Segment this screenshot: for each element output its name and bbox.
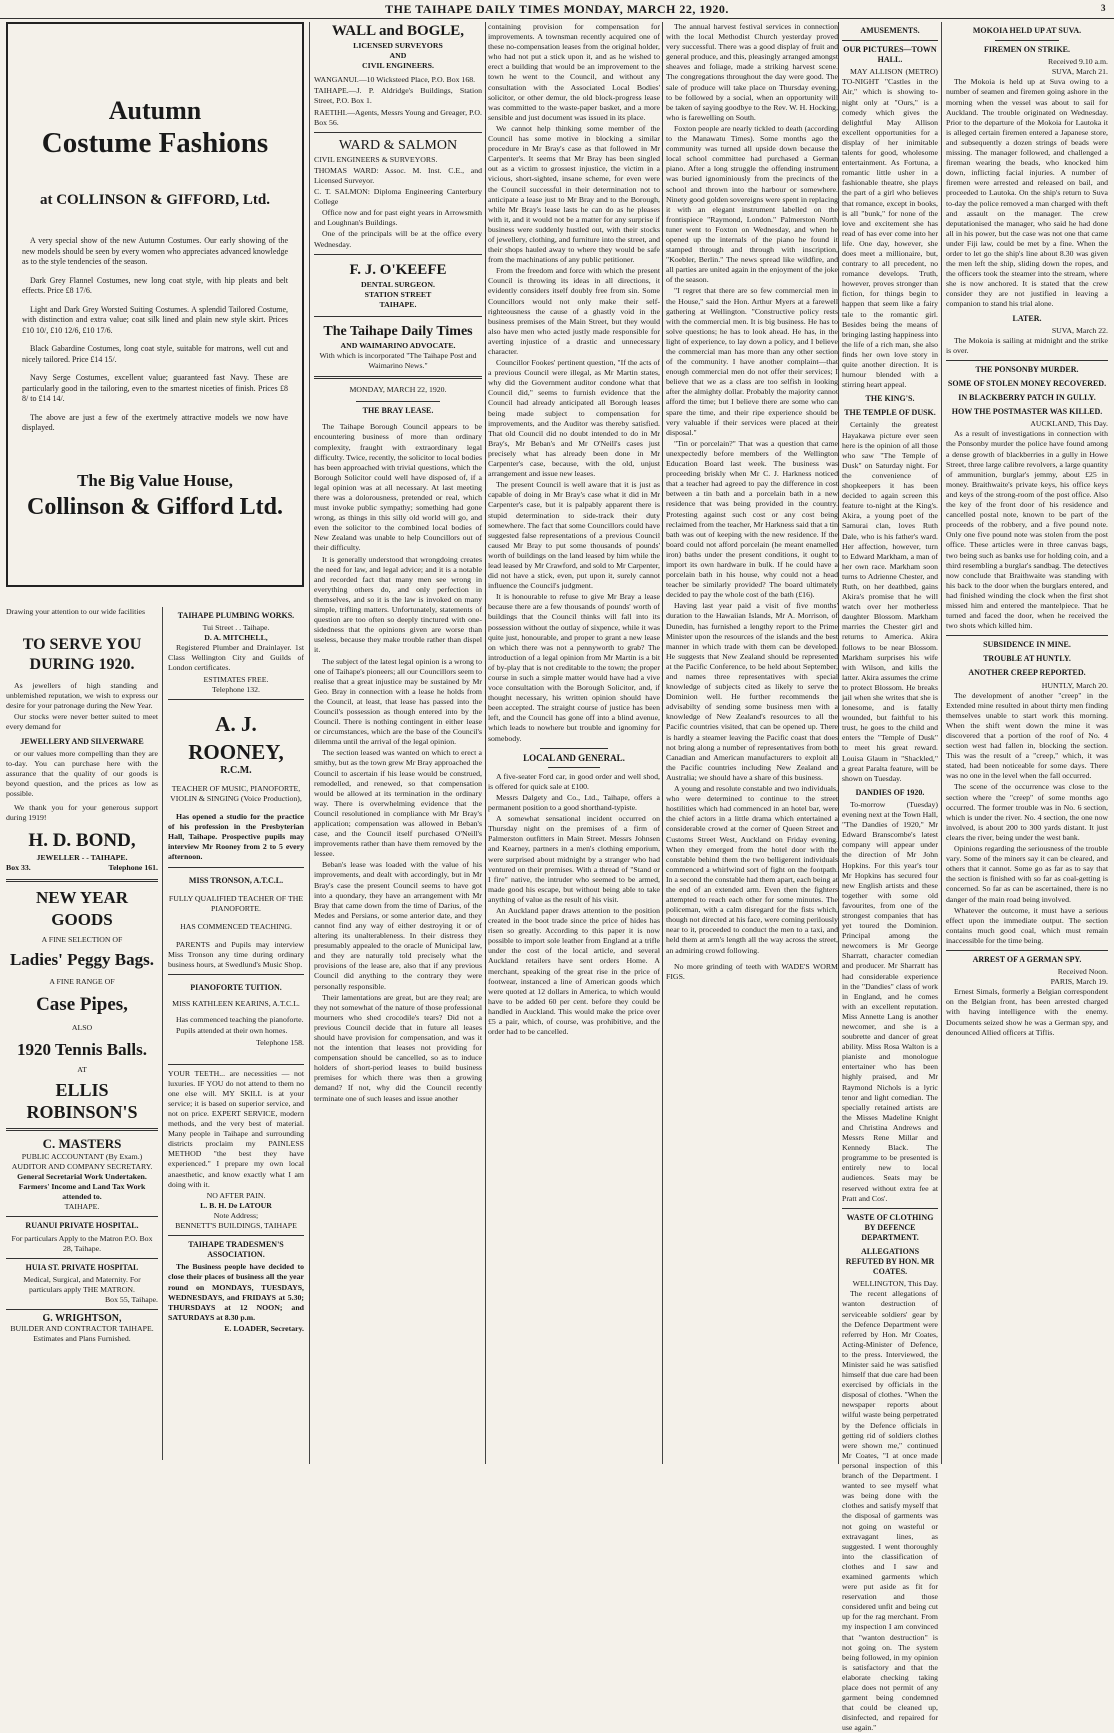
bond-p3: or our values more compelling than they are to-day. You can purchase here with the assurance that the quality of our goods is beyond question, and the prices as low as possible. [6, 748, 158, 799]
plumb-l2: Registered Plumber and Drainlayer. 1st Class Wellington City and Guilds of London certificates. [168, 643, 304, 673]
column-rule [485, 22, 486, 1464]
ward-h: WARD & SALMON [338, 137, 458, 153]
bond-p1: As jewellers of high standing and unblemished reputation, we wish to express our desire for your patronage during the New Year. [6, 681, 158, 711]
ward-l4: Office now and for past eight years in Arrowsmith and Loughnan's Buildings. [314, 208, 482, 228]
local-general-title: LOCAL AND GENERAL. [523, 752, 625, 763]
huia-l2: Box 55, Taihape. [104, 1295, 158, 1304]
wall-h: WALL and BOGLE, [331, 23, 465, 39]
trades-sig: E. LOADER, Secretary. [224, 1323, 304, 1333]
dandies-p: To-morrow (Tuesday) evening next at the Town Hall, "The Dandies of 1920," Mr Edward Branscombe's latest company will appear under the direction of Mr John Hopkins. For this year's tour Mr Hopkins has secured four new English artists and these together with some old favourites, from one of the strongest companies that has yet toured the Dominion. Principal among the newcomers is Mr George Sharratt, character comedian and producer. Mr Sharratt has had considerable experience in the "Dandies" class of work in England, and he comes with an excellent reputation. Miss Annette Lang is another newcomer, and she is a soubrette and dancer of great ability. Miss Rosa Walton is a pianiste and monologue entertainer who has been highly praised, and Mr Raymond Nichols is a lyric tenor and light comedian. The specially retained artists are the Misses Madeline Knight and Christina Andrews and Messrs Rene Millar and Kennedy Black. The programme to be presented is entirely new to local audiences. Seats may be reserved without extra fee at Pratt and Cos'. [842, 799, 938, 1203]
column-3 [488, 22, 660, 1464]
ellis-l2: A FINE RANGE OF [49, 976, 115, 986]
ellis-l4: AT [77, 1064, 87, 1074]
plumb-name: D. A. MITCHELL, [204, 633, 268, 643]
tronson-l2: HAS COMMENCED TEACHING. [180, 921, 292, 931]
plumb-h: TAIHAPE PLUMBING WORKS. [177, 611, 295, 620]
bond-p2: Our stocks were never better suited to meet every demand for [6, 712, 158, 732]
dandies-title: DANDIES OF 1920. [855, 787, 925, 797]
bray-cont-p: We cannot help thinking some member of the Council has some motive in blocking a similar procedure in Mr Bray's case as that followed in Mr Carpenter's. It seems that Mr Bray has been singled out as a victim to grossest injustice, the victim in a vicious, short-sighted, insane scheme, for even were the Council successful in their determination not to anticipate a lease just to Mr Bray and to the Borough, while Mr Bray's lease lasts he can do as he pleases with it, and it would not be a matter for any surprise if business were suddenly hustled out, with their stocks of jewellery, clothing, and furniture into the street, and their shops hauled away to where they would be safe from the machinations of any public petitioner. [488, 123, 660, 265]
trades-h: TAIHAPE TRADESMEN'S ASSOCIATION. [188, 1240, 284, 1260]
news-p: Having last year paid a visit of five months' duration to the Hawaiian Islands, Mr A. Morrison, of Dunedin, has furnished a lengthy report to the Prime Minister upon the resources of the islands and the best manner in which trade with them can be developed. He suggests that New Zealand should be represented at the Pacific Conference, to be held about September, and names three representatives with special knowledge of subjects cited as likely to serve the Dominion well. He further recommends the advisabilty of sending some business men with a knowledge of New Zealand's resources to all the Pacific countries visited, that can be opened up. There is hardly a steamer leaving the Pacific coast that does not bring along a number of representatives from both Canadian and American manufacturers to exploit all the Pacific countries including New Zealand and Australia; we should have a share of this business. [666, 601, 838, 782]
ellis-h1: NEW YEAR GOODS [35, 887, 129, 929]
ellis-h2: Ladies' Peggy Bags. [9, 949, 155, 969]
column-4 [666, 22, 838, 1464]
ponsonby-title: THE PONSONBY MURDER. [975, 364, 1079, 374]
masters-l2: General Secretarial Work Undertaken. Farmers' Income and Land Tax Work attended to. [17, 1172, 147, 1202]
teeth-l3: BENNETT'S BUILDINGS, TAIHAPE [175, 1221, 297, 1231]
bray-cont-p: containing provision for compensation for improvements. A townsman recently acquired one of these no-compensation leases from the original holder, who had not put a stick upon it, and as he wished to erect a building that would be an improvement to the town he went to the Council, and without any consultation with the Associated Local Bodies' solicitor, or other demur, the old block-progress lease was committed to the waste-paper basket, and a more sensible and just document was issued in its place. [488, 22, 660, 122]
bond-sub: JEWELLER - - TAIHAPE. [36, 853, 128, 863]
teeth-l2: Note Address; [213, 1210, 259, 1220]
bray-p: The Taihape Borough Council appears to be encountering business of more than ordinary complexity, fraught with extraordinary legal difficulty. Twice, recently, the solicitor to local bodies has been approached with trivial questions, which the Borough Solicitor could well have disposed of, if a legal opinion was at all necessary. At last meeting there was a dolorousness, pretended or real, which must invoke public sympathy; something had gone wrong, as things in this silly old world will go, and even the solicitor to the combined local bodies of New Zealand was unable to help Councillors out of their difficulty. [314, 422, 482, 553]
kearins-tel: Telephone 158. [256, 1037, 304, 1047]
bray-cont-p: From the freedom and force with which the present Council is throwing its ideas in all directions, it evidently considers itself doubly free from sin. Some Councillors would not only make their self-righteousness the cause of a ghastly void in the business premises of the Main Street, but they would also have men who acted justly made responsible for averting injustice of a drastic and unnecessary character. [488, 266, 660, 356]
kearins-l2: Pupils attended at their own homes. [176, 1026, 288, 1036]
bray-p: Their lamentations are great, but are they real; are they not somewhat of the nature of those professional mourners who shed crocodile's tears? Did not a previous Council decide that in future all leases should have provision for compensation, and was it not the intention that leases not providing for compensation should be cancelled, so as to induce holders of short-period leases to build business premises for which there was then a growing demand? If not, why did the Council recently terminate one of such leases and issue another [314, 992, 482, 1103]
bond-intro: Drawing your attention to our wide facilities [6, 607, 146, 616]
subsidence-dateline: HUNTLY, March 20. [1041, 680, 1108, 690]
ponsonby-p: As a result of investigations in connection with the Ponsonby murder the police have found among a dense growth of blackberries in a gully in Howe Street, three large calibre revolvers, a large quantity of ammunition, burglar's jemmy, about £25 in money. Braithwaite's private keys, his office keys and keys of the strong-room of the post office. Also the key of the front door of his residence and cancelled postal note, known to be part of the proceeds of the robbery, and a five pound note. Only one five pound note was stolen from the post office. These articles were in three canvas bags, two being such as banks use for holding coin, and a third resembling a burglar's sandbag. The detectives now conclude that Braithwaite was standing with his back to the door when the burglars entered, and had finished winding the clock when the first shot missed him and entered the mantelpiece. That he turned and faced the door, when he received the two shots which killed him. [946, 429, 1108, 631]
trades-p: The Business people have decided to close their places of business all the year round on MONDAYS, TUESDAYS, WEDNESDAYS, and FRIDAYS at 5.30; THURSDAYS at 12 NOON; and SATURDAYS at 8.30 p.m. [168, 1262, 304, 1322]
subsidence-p: The development of another "creep" in the Extended mine resulted in about thirty men finding themselves unable to start work this morning. When the shift went down the mine it was discovered that a portion of the roof of No. 4 section west had fallen in, blocking the section. This was the result of a "creep," which, it was stated, had been noticeable for some days. There was no one in the level when the fall occurred. [946, 690, 1108, 781]
paper-l2: With which is incorporated "The Taihape Post and Waimarino News." [319, 350, 477, 371]
bray-p: The section leased was wanted on which to erect a smithy, but as the town grew Mr Bray approached the Council to ascertain if his lease would be construed, remodelled, and renewed, so that compensation would be allowed at its termination in the ordinary way. There is overwhelming evidence that the Council resolutioned in compliance with Mr Bray's application; compensation was allowed in Beban's case, and the Council itself purchased O'Neill's improvements rather than have them removed by the lessee. [314, 748, 482, 859]
ellis-h4: 1920 Tennis Balls. [17, 1039, 147, 1059]
ad-fashions-p5: Navy Serge Costumes, excellent value; guaranteed fast Navy. These are particularly good in the tailoring, even to the smartest niceties of finish. Prices £8 8/ to £14 14/. [22, 373, 288, 403]
masters-l1: PUBLIC ACCOUNTANT (By Exam.) AUDITOR AND COMPANY SECRETARY. [11, 1151, 153, 1171]
ward-l1: CIVIL ENGINEERS & SURVEYORS. [314, 154, 438, 164]
page-number: 3 [1101, 3, 1106, 13]
ad-fashions-h1: Autumn [108, 96, 202, 125]
column-rule [309, 22, 310, 1464]
wrightson-l1: BUILDER AND CONTRACTOR TAIHAPE. [10, 1324, 154, 1334]
mokoia-sub: FIREMEN ON STRIKE. [983, 45, 1070, 55]
wall-l1: LICENSED SURVEYORS [353, 41, 443, 50]
ponsonby-sub3: HOW THE POSTMASTER WAS KILLED. [951, 407, 1103, 417]
wall-l2: AND [389, 51, 407, 61]
bray-cont-p: Councillor Fookes' pertinent question, "If the acts of a previous Council were illegal, as Mr Martin states, why did the Government auditor condone what that Council did," seems to furnish evidence that the Council had already anticipated all Borough leases being made subject to compensation for improvements, and the Auditor was thereby satisfied. That old Council did no doubt intended to do in Mr Bray's, Mr Beban's and Mr O'Neill's cases just precisely what has already been done in Mr Carpenter's case, because, with the old, unjust arrangement and issue new leases. [488, 358, 660, 479]
local-p: An Auckland paper draws attention to the position created in the boot trade since the price of hides has risen so greatly. According to this paper it is now possible to import sole leather from England at a trifle under the cost of the local article, and several Auckland retailers have sent orders Home. A merchant, speaking of the great rise in the price of footwear, instanced a line of American goods which were quoted at 12 dollars in America, to which would have to be added 60 per cent. before they could be handled in Auckland. This would make the price over £5 a pair, which, of course, was prohibitive, and the order had to be cancelled. [488, 905, 660, 1037]
news-p: A young and resolute constable and two individuals, who were determined to continue to the street hostilities which had commenced in an hotel bar, were the chief actors in a little drama which entertained a considerable crowd at the corner of Queen Street and Customs Street West, Auckland on Friday evening. When they emerged from the hotel door with the constable behind them the two belligerent individuals commenced a whirlwind sort of fight on the footpath. In a second the constable had them apart, each being at the end of an extended arm. Even then the fighters attempted to reach each other for some minutes. The policeman, with a calm disregard for the fists which, though not directed at his face, were coming perilously near to it, proceeded to conduct the men to a taxi, and held them at arm's length all the way across the street, an admiring crowd following. [666, 784, 838, 955]
masthead-title: THE TAIHAPE DAILY TIMES MONDAY, MARCH 22, 1920. [385, 2, 729, 16]
spy-dateline: PARIS, March 19. [1050, 977, 1108, 987]
wall-l5: TAIHAPE.—J. P. Aldridge's Buildings, Station Street, P.O. Box 1. [314, 86, 482, 106]
wall-l6: RAETIHI.—Agents, Messrs Young and Greager, P.O. Box 56. [314, 107, 482, 127]
news-p: The annual harvest festival services in connection with the local Methodist Church yesterday proved very successful. There was a good display of fruit and general produce, and this, pleasingly arranged amongst sheaves and foliage, made a striking harvest scene. The congregations throughout the day were good. The sale of produce will take place on Thursday evening, to be followed by a social, when an opportunity will be taken of saying goodbye to the Rev. W. H. Hocking, who is farewelling on South. [666, 22, 838, 122]
ad-fashions-f1: The Big Value House, [77, 470, 233, 490]
ad-fashions-p6: The above are just a few of the exertmely attractive models we now have displayed. [22, 412, 288, 432]
bray-p: The subject of the latest legal opinion is a wrong to one of Taihape's pioneers; all our Councillors seem to realise that a great injustice may be sustained by Mr Geo. Bray in connection with a lease he holds from the Council, at least, that lease has passed into the Council's possession as though entered into by the Council. There is nothing contingent in either lease or circumstances, which are the base of the Council's dilemma until the arrival of the legal opinion. [314, 656, 482, 747]
ad-fashions-p3: Light and Dark Grey Worsted Suiting Costumes. A splendid Tailored Costume, with distinction and extra value; coat silk lined and plain new style skirt. Prices £10 10/, £10 12/6, £10 17/6. [22, 304, 288, 335]
ad-fashions-f2: Collinson & Gifford Ltd. [26, 493, 284, 520]
later-dateline: SUVA, March 22. [1051, 325, 1108, 335]
bray-cont-p: It is honourable to refuse to give Mr Bray a lease because there are a few thousands of pounds' worth of buildings that the Council thinks will fall into its possession without the outlay of sixpence, while it was quite just, honourable, and proper to grant a new lease on which there was not a pennyworth to grab? The introduction of a legal opinion from Mr Martin is a bit of by-play that is not creditable to the town; the proper course in such a simple matter would have had a vive voce consultation with the Borough Solicitor, and, if thought necessary, his written opinion should have been accepted. The straight course of justice has been left, and the Council has gone off into a blind avenue, which leads to nowhere but trouble and ignominy for somebody. [488, 592, 660, 743]
later-p: The Mokoia is sailing at midnight and the strike is over. [946, 335, 1108, 355]
bond-h1: TO SERVE YOU [22, 636, 142, 654]
bond-box: Box 33. [6, 863, 31, 873]
bray-p: It is generally understood that wrongdoing creates the need for law, and legal advice; and it is a notable and recorded fact that many men see wrong in everything others do, and only perfection in themselves, and so it is the law is invoked on many simple, trifling matters. Unfortunately, statements of question are too often so deeply tinctured with one-sidedness that the opinions given are worse than useless, because they make trouble rather than dispel it. [314, 554, 482, 655]
ruanui-l1: For particulars Apply to the Matron P.O. Box 28, Taihape. [11, 1233, 153, 1253]
column-rule [162, 607, 163, 1460]
ad-fashions-at: at COLLINSON & GIFFORD, Ltd. [39, 192, 271, 208]
paper-l1: AND WAIMARINO ADVOCATE. [340, 340, 456, 350]
amuse-p: MAY ALLISON (METRO) TO-NIGHT "Castles in the Air," which is showing to-night only at "Ours," is a comedy which gives the delightful May Allison excellent opportunities for a display of her inimitable talents for good, wholesome entertainment. As Fortuna, a romantic little usher in a fashionable theatre, she plays the part of a girl who believes that romance, except in books, is all "bunk," for none of the love and excitement she has read of has ever come into her life. One day, however, she does meet a millionaire, but, contrary to all precedent, no romance develops. Truth, however, proves stronger than fiction, for things begin to happen that seem like a fairy tale to the romantic girl. Besides being the means of bringing lasting happiness into the life of a rich man, she also finds her own love story in quite another direction. It is humour blended with a stirring heart appeal. [842, 67, 938, 390]
okeefe-l3: TAIHAPE. [379, 299, 417, 309]
mokoia-p: The Mokoia is held up at Suva owing to a number of seamen and firemen going ashore in the morning when the vessel was about to sail for Auckland. The trouble originated on Wednesday. Prior to the departure of the Mokoia for Lautoka it is alleged certain firemen entered a Japanese store, and subsequently a dozen strings of beads were missing. The manager followed, and challenged a fireman wearing the beads, who knocked him down, inflicting facial injuries. A number of firemen were arrested and released on bail, and proceeded to Lautoka. On the ship's return to Suva to-day the police removed a man charged with theft and assault on the manager. The crew deputationised the manager, who said he had done all in his power, but the case was not one that came under Fiji law, could be met by a fine. When the order to let go the ship's line about 8.30 was given the men left the ship, sliding down the ropes, and the officers took the steamer into the stream, where she is now anchored. It is stated that the crew consider they are not justified in leaving a companion to stand his trial alone. [946, 77, 1108, 309]
spy-received: Received Noon. [1057, 967, 1108, 977]
wrightson-name: G. WRIGHTSON, [42, 1313, 122, 1325]
subsidence-sub2: ANOTHER CREEP REPORTED. [968, 668, 1086, 678]
ad-fashions-p2: Dark Grey Flannel Costumes, new long coat style, with hip pleats and belt effects. Price £8 17/6. [22, 275, 288, 295]
column-rule [838, 22, 839, 1464]
bond-h2: DURING 1920. [29, 656, 135, 674]
mokoia-received: Received 9.10 a.m. [1048, 57, 1108, 67]
subsidence-p: The scene of the occurrence was close to the section where the "creep" of some months ago occurred. The former trouble was in No. 6 section, which is under the river. No. 4 section, the one now involved, is about 200 to 300 yards distant. It just clears the river, being under the west bank. [946, 782, 1108, 842]
subsidence-title: SUBSIDENCE IN MINE. [983, 640, 1071, 650]
plumb-tel: Telephone 132. [212, 684, 260, 694]
waste-title: WASTE OF CLOTHING BY DEFENCE DEPARTMENT. [846, 1212, 934, 1242]
ward-l5: One of the principals will be at the office every Wednesday. [314, 229, 482, 249]
okeefe-l1: DENTAL SURGEON. [361, 279, 435, 289]
rooney-rcm: R.C.M. [220, 764, 252, 776]
bond-contact [6, 863, 158, 873]
article-bray-title: THE BRAY LEASE. [362, 406, 434, 416]
ponsonby-sub1: SOME OF STOLEN MONEY RECOVERED. [947, 379, 1107, 388]
ponsonby-sub2: IN BLACKBERRY PATCH IN GULLY. [958, 393, 1096, 403]
waste-date: WELLINGTON, This Day. [852, 1279, 938, 1289]
local-p: A somewhat sensational incident occurred on Thursday night on the premises of a firm of Palmerston outfitters in Main Street. Messrs Johnsen and Kearney, partners in a men's clothing emporium, were surprised about midnight by a stranger who had ventured on their premises. With a thread of "Stand or I fire" native, the intruder who seemed to be armed, made good his escape, but without being able to take anything of value as the result of his visit. [488, 814, 660, 904]
teeth-text: YOUR TEETH... are necessities — not luxuries. IF YOU do not attend to them no one else will. MY SKILL is at your service; it is based on superior service, and not on price. EXPERT SERVICE, modern methods, and the very best of material. Many people in Taihape and surrounding districts proclaim my PAINLESS METHOD "the best they have experienced." I prepare my own local anaesthetic, and know exactly what I am doing with it. [168, 1068, 304, 1189]
bond-name: H. D. BOND, [28, 830, 136, 852]
ward-l2: THOMAS WARD: Assoc. M. Inst. C.E., and Licensed Surveyor. [314, 165, 482, 185]
column-amusements [842, 22, 938, 1733]
column-left-narrow [6, 607, 158, 1344]
masters-name: C. MASTERS [42, 1135, 122, 1151]
column-6 [946, 22, 1108, 1464]
column-left-ads-2 [168, 607, 304, 1334]
ad-fashions-h2: Costume Fashions [41, 127, 269, 159]
ad-fashions-p1: A very special show of the new Autumn Costumes. Our early showing of the new models should be seen by every women who appreciates advanced knowledge as to the style tendencies of the season. [22, 236, 288, 266]
okeefe-l2: STATION STREET [364, 289, 432, 299]
huia-l1: Medical, Surgical, and Maternity. For particulars apply THE MATRON. [23, 1274, 141, 1294]
column-rule [941, 22, 942, 1464]
ellis-l1: A FINE SELECTION OF [41, 934, 123, 944]
column-ads-left [6, 22, 304, 1464]
temple-p: Certainly the greatest Hayakawa picture ever seen here is the opinion of all those who saw "The Temple of Dusk" on Saturday night. For the convenience of shopkeepers it has been decided to again screen this feature to-night at the King's. Akira, a young poet of the Samurai clan, loves Ruth Dale, who is his father's ward. Her affection, however, turn to Edward Markham, a man of her own race. Markham soon turns to Adrienne Chester, and Ruth, on her deathbed, gains Akira's promise that he will watch over her motherless daughter Blossom. Markham marries the Chester girl and returns to America. Akira follows to be near Blossom. Markham surprises his wife with Wilson, and kills the latter. Akira assumes the crime to protect Blossom. He breaks jail when she writes that she is lonesome, and is fatally wounded, but faithful to his trust, he goes to the child and enters the "Temple of Dusk" to meet his great reward. Louisa Glaum in "Shackled," a great Paralta feature, will be shown on Tuesday. [842, 420, 938, 783]
masthead [0, 2, 1114, 19]
bray-cont-p: The present Council is well aware that it is just as capable of doing in Mr Bray's case what it did in Mr Carpenter's case, but it is palpably apparent there is stupid determination to side-track their duty somewhere. The fact that some Councillors could have suggested false representations of a previous Council caused Mr Bray to put some thousands of pounds' worth of buildings on the land leased by him while the lead leased by Mr Crawford, and sold to Mr Carpenter, did not have a stick, even, put upon it, surely cannot influence the Council's judgment. [488, 480, 660, 591]
wall-l4: WANGANUI.—10 Wicksteed Place, P.O. Box 168. [314, 75, 476, 85]
subsidence-p: Opinions regarding the seriousness of the trouble vary. Some of the miners say it can be cleared, and others that it cannot. Some go as far as to say that the section is finished with so far as coal-getting is concerned. So far as can be ascertained, there is no danger of the main road being involved. [946, 844, 1108, 904]
news-p: "Tin or porcelain?" That was a question that came unexpectedly before members of the Wellington Education Board last week. The business was proceeding briskly when Mr C. J. Harkness noticed that a teacher had agreed to pay the difference in cost between a tin bath and a porcelain bath in a new residence that was being provided in the country. Protesting against such cost or any cost being reclaimed from the teacher, Mr Harkness said that a tin bath was out of keeping with the new residence. If the board could not afford porcelain (he meant enamelled iron) baths under the present conditions, it ought to import its own hardware in bulk. If he could have a porcelain bath in his house, why could not a head teacher be similarly provided? The board ultimately decided to pay the whole cost of the bath (£16). [666, 438, 838, 600]
paper-title: The Taihape Daily Times [323, 323, 473, 339]
column-2 [314, 22, 482, 1464]
spy-p: Ernest Simals, formerly a Belgian correspondent on the Belgian front, has been arrested charged with having intelligence with the enemy. Documents seized show he was a German spy, and denounced Allied officers at Tiflis. [946, 987, 1108, 1037]
spy-title: ARREST OF A GERMAN SPY. [972, 954, 1082, 964]
subsidence-sub1: TROUBLE AT HUNTLY. [983, 654, 1071, 664]
plumb-l3: ESTIMATES FREE. [203, 674, 269, 684]
teeth-name: L. B. H. De LATOUR [200, 1200, 272, 1210]
amusements-title: AMUSEMENTS. [860, 26, 920, 35]
rooney-l1: TEACHER OF MUSIC, PIANOFORTE, VIOLIN & SINGING (Voice Production), [170, 783, 302, 803]
news-p: Foxton people are nearly tickled to death (according to the Manawatu Times). Some months ago the community was turned all upside down because the local school committee had purchased a German piano. After a long struggle the offending instrument was buried ignominiously from the precincts of the school and thrown into the harbour or somewhere. Ninety good golden sovereigns were spent in replacing it with an elegant instrument labelled on the frontispiece "Raymond, London." Palmerston North tuner went to Foxton on Wednesday, and when he opened up the internals of the piano he found it stamped through and through with inscription, "Koebler, Berlin." The news spread like wildfire, and all parties are united again in the enjoyment of the joke of the season. [666, 123, 838, 285]
bray-p: Beban's lease was loaded with the value of his improvements, and dealt with accordingly, but in Mr Bray's case the present Council seems to have got into a quondary, they have an arrangement with Mr Bray that came down from the time of Darius, of the Medes and Persians, or some anterior date, and they cannot find any way of either destroying it or of altering its unalterableness. In their distress they presumably appealed to the oracle of Municipal law, and they are naturally told precisely what the provisions of the lease are, also that if any previous Council did anything to the contrary they were personally responsible. [314, 860, 482, 991]
mokoia-dateline: SUVA, March 21. [1051, 67, 1108, 77]
masters-l3: TAIHAPE. [64, 1202, 100, 1212]
column-rule [662, 22, 663, 1464]
amusements-sub: OUR PICTURES—TOWN HALL. [843, 45, 937, 65]
later-title: LATER. [1012, 313, 1042, 323]
rooney-l2: Has opened a studio for the practice of his profession in the Presbyterian Hall, Taihape. Prospective pupils may interview Mr Rooney from 2 to 5 every afternoon. [168, 812, 304, 862]
paper-date: MONDAY, MARCH 22, 1920. [349, 385, 447, 395]
rooney-name: A. J. ROONEY, [188, 711, 284, 764]
bond-tel: Telephone 161. [108, 863, 158, 873]
huia-h: HUIA ST. PRIVATE HOSPITAL [25, 1262, 139, 1272]
bond-p4: We thank you for your generous support during 1919! [6, 803, 158, 823]
temple-title: THE TEMPLE OF DUSK. [844, 408, 936, 418]
tronson-l1: FULLY QUALIFIED TEACHER OF THE PIANOFORTE. [168, 893, 304, 913]
bond-jewellery: JEWELLERY AND SILVERWARE [20, 736, 144, 746]
local-p: Messrs Dalgety and Co., Ltd., Taihape, offers a permanent position to a good shorthand-typiste. [488, 792, 660, 813]
ellis-h3: Case Pipes, [36, 993, 128, 1015]
mokoia-title: MOKOIA HELD UP AT SUVA. [972, 26, 1082, 35]
teeth-l1: NO AFTER PAIN. [206, 1190, 266, 1200]
ellis-h5: ELLIS ROBINSON'S [26, 1079, 138, 1122]
ward-l3: C. T. SALMON: Diploma Engineering Canterbury College [314, 187, 482, 207]
ellis-l3: ALSO [71, 1022, 93, 1032]
kearins-l1: Has commenced teaching the pianoforte. [176, 1015, 304, 1025]
news-p: No more grinding of teeth with WADE'S WORM FIGS. [666, 961, 838, 981]
subsidence-p: Whatever the outcome, it must have a serious effect upon the immediate output. The section contains much good coal, which must remain inaccessible for the time being. [946, 905, 1108, 945]
ponsonby-dateline: AUCKLAND, This Day. [1030, 419, 1108, 429]
wrightson-l2: Estimates and Plans Furnished. [33, 1334, 131, 1344]
waste-p: The recent allegations of wanton destruction of serviceable soldiers' gear by the Defence Department were referred by Hon. Mr Coates, Acting-Minister of Defence, to the press. Interviewed, the Minister said he was satisfied himself that due care had been exercised by officials in the disposal of clothes. "When the newspaper reports about wilful waste being perpetrated by the Defence officials in getting rid of soldiers clothes were shown me," continued Mr Coates, "I at once made personal inspection of this branch of the Department. I wanted to see myself what was being done with the clothes and satisfy myself that the disposal of garments was not going on wasteful or extravagant lines, as suggested. I went thoroughly into the classification of clothes and I saw and examined garments which were put aside as fit for reservation and those considered unfit and being cut up for the rag merchant. From my inspection I am convinced that "wanton destruction" is not going on. The system being followed, in my opinion is satisfactory and that the elaborate checking taking place does not permit of any garment being condemned that could be cleaned up, disinfected, and repaired for use again." [842, 1289, 938, 1733]
ad-collinson-gifford [6, 22, 304, 587]
ad-fashions-p4: Black Gabardine Costumes, long coat style, suitable for matrons, well cut and nicely tailored. Price £14 15/. [22, 344, 288, 364]
kings-title: THE KING'S. [865, 394, 915, 404]
local-p: A five-seater Ford car, in good order and well shod, is offered for quick sale at £100. [488, 771, 660, 791]
ruanui-h: RUANUI PRIVATE HOSPITAL. [25, 1221, 139, 1231]
kearins-name: MISS KATHLEEN KEARINS, A.T.C.L. [172, 999, 300, 1009]
okeefe-h: F. J. O'KEEFE [349, 261, 447, 278]
wall-l3: CIVIL ENGINEERS. [362, 61, 434, 71]
kearins-h: PIANOFORTE TUITION. [190, 983, 282, 993]
plumb-l1: Tui Street . . Taihape. [202, 623, 270, 633]
tronson-l3: PARENTS and Pupils may interview Miss Tronson any time during ordinary business hours, at Swedlund's Music Shop. [168, 939, 304, 970]
waste-sub: ALLEGATIONS REFUTED BY HON. MR COATES. [845, 1246, 935, 1277]
news-p: "I regret that there are so few commercial men in the House," said the Hon. Arthur Myers at a farewell gathering at Wellington. "Constructive policy rests with the commercial men. It is big business. He has to solve questions; he has to look ahead. He has, in the light of experience, to lay down a policy, and I believe the commercial man has more than any other section of the community. I have another complaint—that enough commercial men do not offer their services; I believe that we as a class are too selfish in looking after the almighty dollar. Probably the majority cannot afford the time; but I believe there are some who can spare the time, and their ripe experience should be very valuable if their services were placed at their disposal." [666, 286, 838, 437]
tronson-h: MISS TRONSON, A.T.C.L. [188, 875, 284, 885]
